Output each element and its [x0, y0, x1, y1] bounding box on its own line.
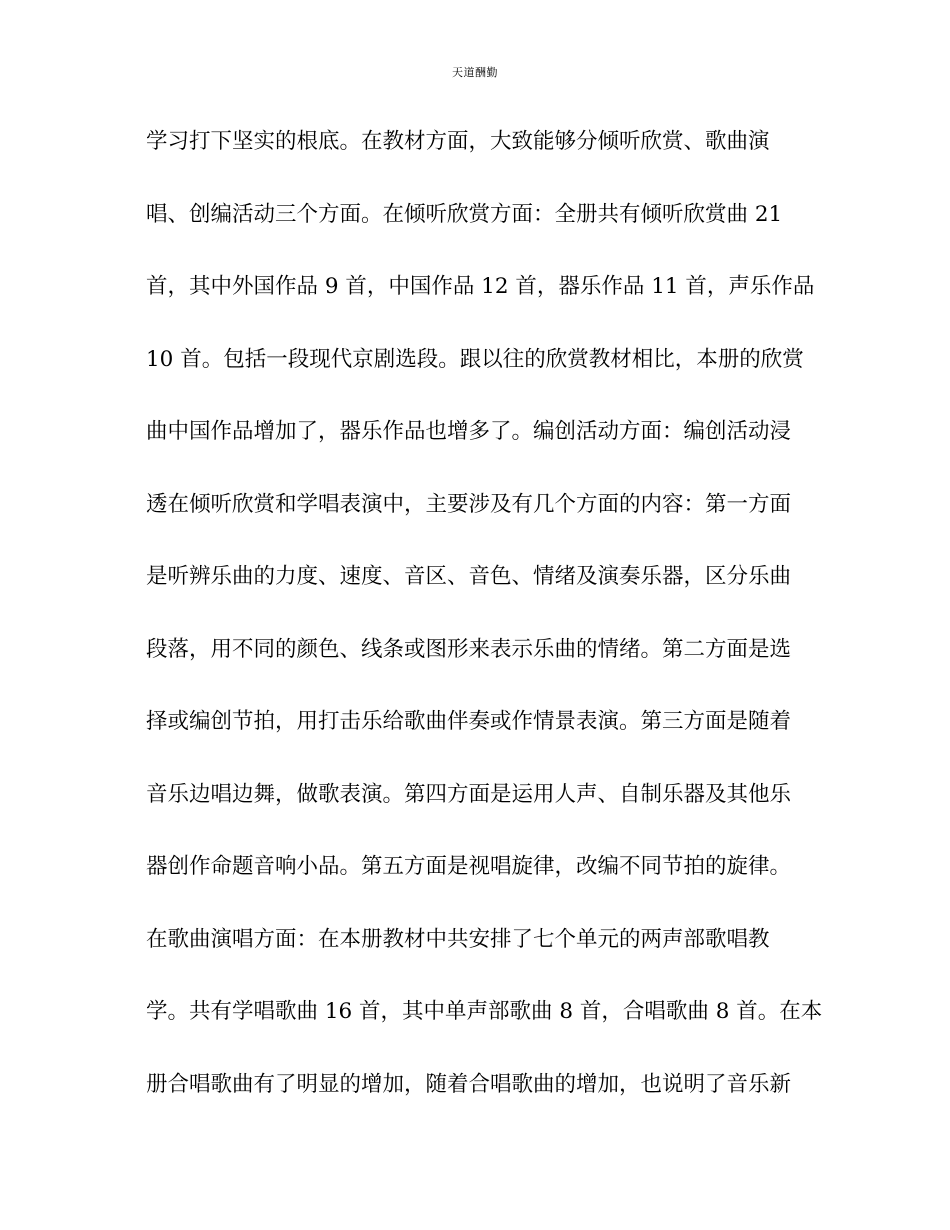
text-line-11: 器创作命题音响小品。第五方面是视唱旋律，改编不同节拍的旋律。 [146, 854, 792, 879]
text-line-8: 段落，用不同的颜色、线条或图形来表示乐曲的情绪。第二方面是选 [146, 636, 792, 662]
text-line-12: 在歌曲演唱方面：在本册教材中共安排了七个单元的两声部歌唱教 [146, 926, 770, 952]
page-header: 天道酬勤 [452, 66, 498, 79]
text-line-1: 学习打下坚实的根底。在教材方面，大致能够分倾听欣赏、歌曲演 [146, 129, 770, 154]
text-line-4: 10 首。包括一段现代京剧选段。跟以往的欣赏教材相比，本册的欣赏 [146, 346, 804, 372]
text-line-7: 是听辨乐曲的力度、速度、音区、音色、情绪及演奏乐器，区分乐曲 [146, 564, 792, 589]
text-line-5: 曲中国作品增加了，器乐作品也增多了。编创活动方面：编创活动浸 [146, 419, 792, 444]
text-line-13: 学。共有学唱歌曲 16 首，其中单声部歌曲 8 首，合唱歌曲 8 首。在本 [146, 999, 823, 1024]
text-line-2: 唱、创编活动三个方面。在倾听欣赏方面：全册共有倾听欣赏曲 21 [146, 201, 783, 227]
text-line-3: 首，其中外国作品 9 首，中国作品 12 首，器乐作品 11 首，声乐作品 [146, 274, 815, 299]
text-line-9: 择或编创节拍，用打击乐给歌曲伴奏或作情景表演。第三方面是随着 [146, 709, 792, 734]
text-line-6: 透在倾听欣赏和学唱表演中，主要涉及有几个方面的内容：第一方面 [146, 491, 792, 517]
text-line-10: 音乐边唱边舞，做歌表演。第四方面是运用人声、自制乐器及其他乐 [146, 781, 792, 807]
body-text [146, 120, 823, 1135]
text-line-14: 册合唱歌曲有了明显的增加，随着合唱歌曲的增加，也说明了音乐新 [146, 1071, 792, 1097]
